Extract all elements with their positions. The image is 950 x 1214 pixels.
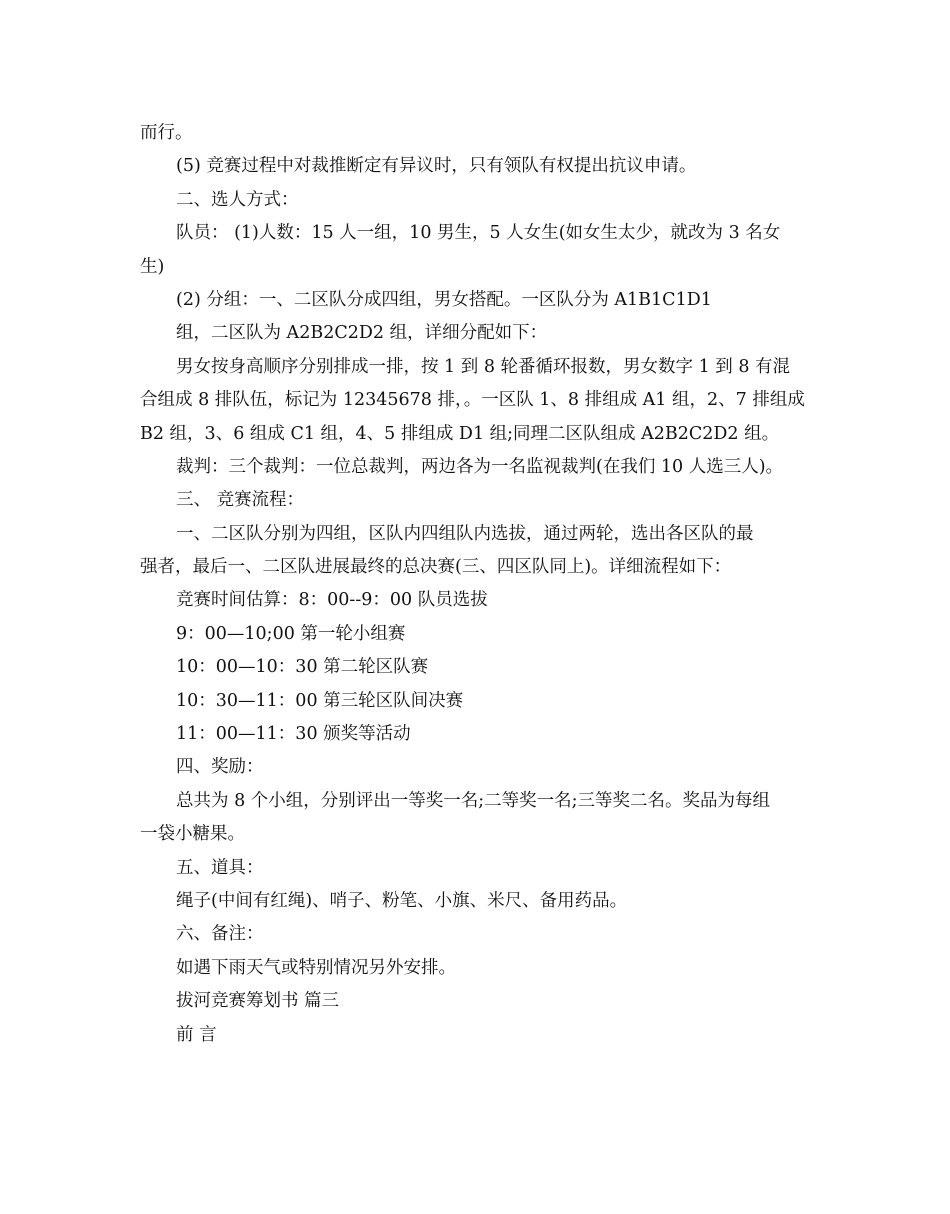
paragraph-line: 合组成 8 排队伍，标记为 12345678 排，。一区队 1、8 排组成 A1 组，2、7 排组成 [140, 390, 805, 411]
section-heading: 六、备注： [176, 924, 264, 945]
paragraph-line: (2) 分组：一、二区队分成四组，男女搭配。一区队分为 A1B1C1D1 [176, 289, 712, 310]
paragraph-line: B2 组，3、6 组成 C1 组，4、5 排组成 D1 组;同理二区队组成 A2B2C2D2 组。 [140, 423, 780, 444]
schedule-line: 10：30—11：00 第三轮区队间决赛 [176, 690, 464, 711]
paragraph-line: 绳子(中间有红绳)、哨子、粉笔、小旗、米尺、备用药品。 [176, 890, 628, 911]
paragraph-line: 如遇下雨天气或特别情况另外安排。 [176, 957, 456, 978]
document-subtitle: 拔河竞赛筹划书 篇三 [176, 991, 340, 1012]
paragraph-line: 队员： (1)人数：15 人一组，10 男生，5 人女生(如女生太少，就改为 3 名女 [176, 223, 781, 244]
section-heading: 三、 竞赛流程： [176, 490, 305, 511]
paragraph-line: 生) [140, 256, 165, 277]
paragraph-line: 裁判：三个裁判：一位总裁判，两边各为一名监视裁判(在我们 10 人选三人)。 [176, 456, 784, 477]
paragraph-line: 一袋小糖果。 [140, 824, 245, 845]
paragraph-line: 一、二区队分别为四组，区队内四组队内选拔，通过两轮，选出各区队的最 [176, 523, 754, 544]
paragraph-line: (5) 竞赛过程中对裁推断定有异议时，只有领队有权提出抗议申请。 [176, 156, 697, 177]
schedule-line: 10：00—10：30 第二轮区队赛 [176, 657, 429, 678]
schedule-line: 11：00—11：30 颁奖等活动 [176, 724, 411, 745]
paragraph-line: 男女按身高顺序分别排成一排，按 1 到 8 轮番循环报数，男女数字 1 到 8 有混 [176, 356, 791, 377]
paragraph-line: 而行。 [140, 123, 193, 143]
schedule-line: 9：00—10;00 第一轮小组赛 [176, 623, 406, 644]
section-heading: 四、奖励： [176, 757, 264, 778]
section-heading: 五、道具： [176, 857, 264, 878]
document-body [140, 117, 812, 1052]
paragraph-line: 总共为 8 个小组，分别评出一等奖一名;二等奖一名;三等奖二名。奖品为每组 [176, 790, 771, 811]
paragraph-line: 强者，最后一、二区队进展最终的总决赛(三、四区队同上)。详细流程如下： [140, 557, 732, 578]
paragraph-line: 组，二区队为 A2B2C2D2 组，详细分配如下： [176, 323, 548, 344]
schedule-line: 竞赛时间估算：8：00--9：00 队员选拔 [176, 590, 488, 611]
section-heading: 二、选人方式： [176, 189, 299, 210]
section-heading: 前 言 [176, 1024, 217, 1045]
